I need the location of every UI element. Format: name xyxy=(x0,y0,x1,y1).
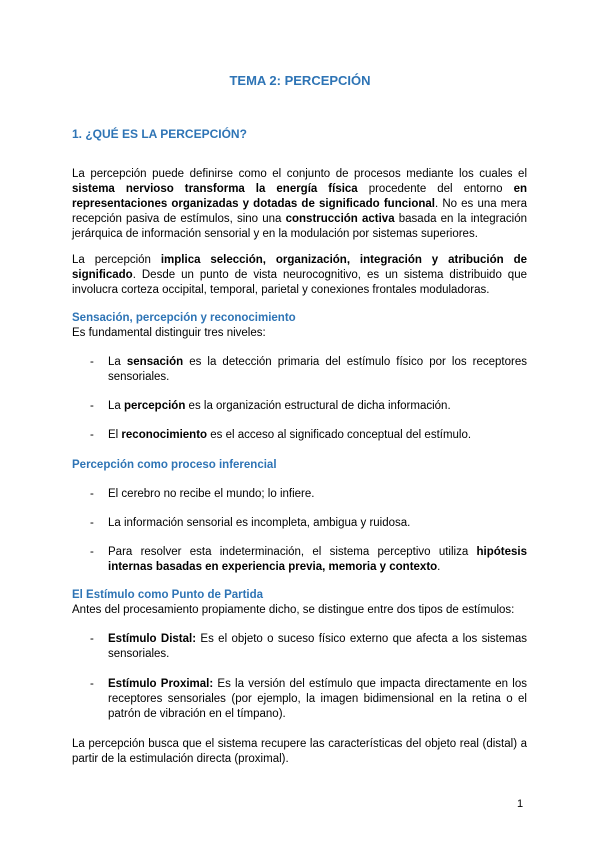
bullet-dash: - xyxy=(90,678,94,690)
bullet-dash: - xyxy=(90,546,94,558)
paragraph-processes: La percepción implica selección, organización, integración y atribución de significado. Desde un punto de vista neurocognitivo, es un sistema distribuido que involucra corteza occipital, temporal, parietal y conexiones frontales moduladoras. xyxy=(72,254,527,296)
paragraph-closing: La percepción busca que el sistema recupere las características del objeto real (distal) a partir de la estimulación directa (proximal). xyxy=(72,738,527,765)
subheading-inferencial: Percepción como proceso inferencial xyxy=(72,459,277,471)
page-number: 1 xyxy=(517,798,524,810)
bullet-dash: - xyxy=(90,429,94,441)
bullet-dash: - xyxy=(90,488,94,500)
section-heading: 1. ¿QUÉ ES LA PERCEPCIÓN? xyxy=(72,127,247,141)
bullet-dash: - xyxy=(90,517,94,529)
bullet-dash: - xyxy=(90,633,94,645)
subheading-sensacion: Sensación, percepción y reconocimiento xyxy=(72,312,296,324)
subsection-intro: Es fundamental distinguir tres niveles: xyxy=(72,327,266,339)
list-item: - Estímulo Distal: Es el objeto o suceso físico externo que afecta a los sistemas sensoriales. xyxy=(90,633,527,660)
bullet-dash: - xyxy=(90,356,94,368)
list-item: - La percepción es la organización estructural de dicha información. xyxy=(90,400,451,412)
list-item: - La sensación es la detección primaria del estímulo físico por los receptores sensoriales. xyxy=(90,356,527,383)
document-title: TEMA 2: PERCEPCIÓN xyxy=(229,73,371,88)
list-item: - El reconocimiento es el acceso al significado conceptual del estímulo. xyxy=(90,429,472,441)
list-item: - La información sensorial es incompleta, ambigua y ruidosa. xyxy=(90,517,411,529)
subsection-intro: Antes del procesamiento propiamente dicho, se distingue entre dos tipos de estímulos: xyxy=(72,604,515,616)
subheading-estimulo: El Estímulo como Punto de Partida xyxy=(72,589,264,601)
bullet-dash: - xyxy=(90,400,94,412)
list-item: - Para resolver esta indeterminación, el sistema perceptivo utiliza hipótesis internas basadas en experiencia previa, memoria y contexto. xyxy=(90,546,527,573)
list-item: - El cerebro no recibe el mundo; lo infiere. xyxy=(90,488,315,500)
list-item: - Estímulo Proximal: Es la versión del estímulo que impacta directamente en los receptores sensoriales (por ejemplo, la imagen bidimensional en la retina o el patrón de vibración en el tímpano). xyxy=(90,678,527,720)
paragraph-definition: La percepción puede definirse como el conjunto de procesos mediante los cuales el sistema nervioso transforma la energía física procedente del entorno en representaciones organizadas y dotadas de significado funcional. No es una mera recepción pasiva de estímulos, sino una construcción activa basada en la integración jerárquica de información sensorial y en la modulación por sistemas superiores. xyxy=(72,168,527,240)
